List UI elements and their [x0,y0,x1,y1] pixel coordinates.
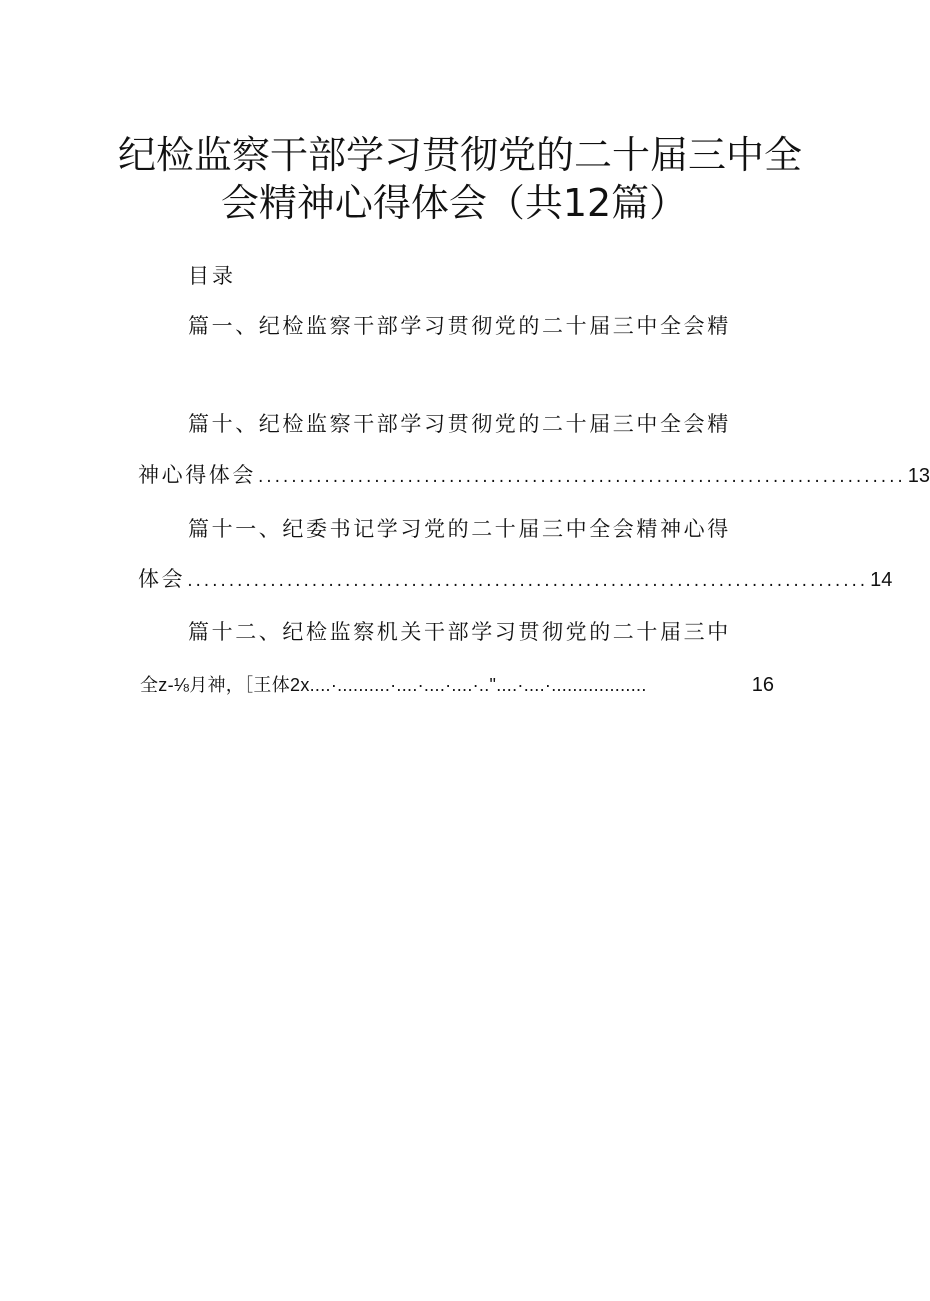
document-title-line-2: 会精神心得体会（共12篇） [220,181,688,225]
toc-entry-12-line-2[interactable] [138,671,774,699]
toc-entry-10-page-number: 13 [907,465,930,487]
toc-entry-10-text: 神心得体会 [138,463,256,487]
toc-entry-10-line-2[interactable] [138,461,930,491]
toc-entry-10-leader: .............................................................................. [258,467,906,487]
toc-entry-11-text: 体会 [138,567,186,591]
toc-entry-12-page-number: 16 [751,674,774,696]
toc-heading: 目录 [188,264,236,288]
document-title-line-1: 纪检监察干部学习贯彻党的二十届三中全 [117,133,802,177]
toc-entry-11-leader: .................................................................................. [187,571,869,591]
toc-entry-12-text: 全z-⅛月神，［王体2x....·..........·....·....·....·.."....·....·.................. [140,675,647,695]
toc-entry-11-line-1[interactable]: 篇十一、纪委书记学习党的二十届三中全会精神心得 [188,517,731,541]
toc-entry-1-line-1[interactable]: 篇一、纪检监察干部学习贯彻党的二十届三中全会精 [188,314,731,338]
toc-entry-12-line-1[interactable]: 篇十二、纪检监察机关干部学习贯彻党的二十届三中 [188,620,731,644]
toc-entry-10-line-1[interactable]: 篇十、纪检监察干部学习贯彻党的二十届三中全会精 [188,412,731,436]
toc-entry-11-page-number: 14 [870,569,893,591]
toc-entry-11-line-2[interactable] [138,565,893,595]
